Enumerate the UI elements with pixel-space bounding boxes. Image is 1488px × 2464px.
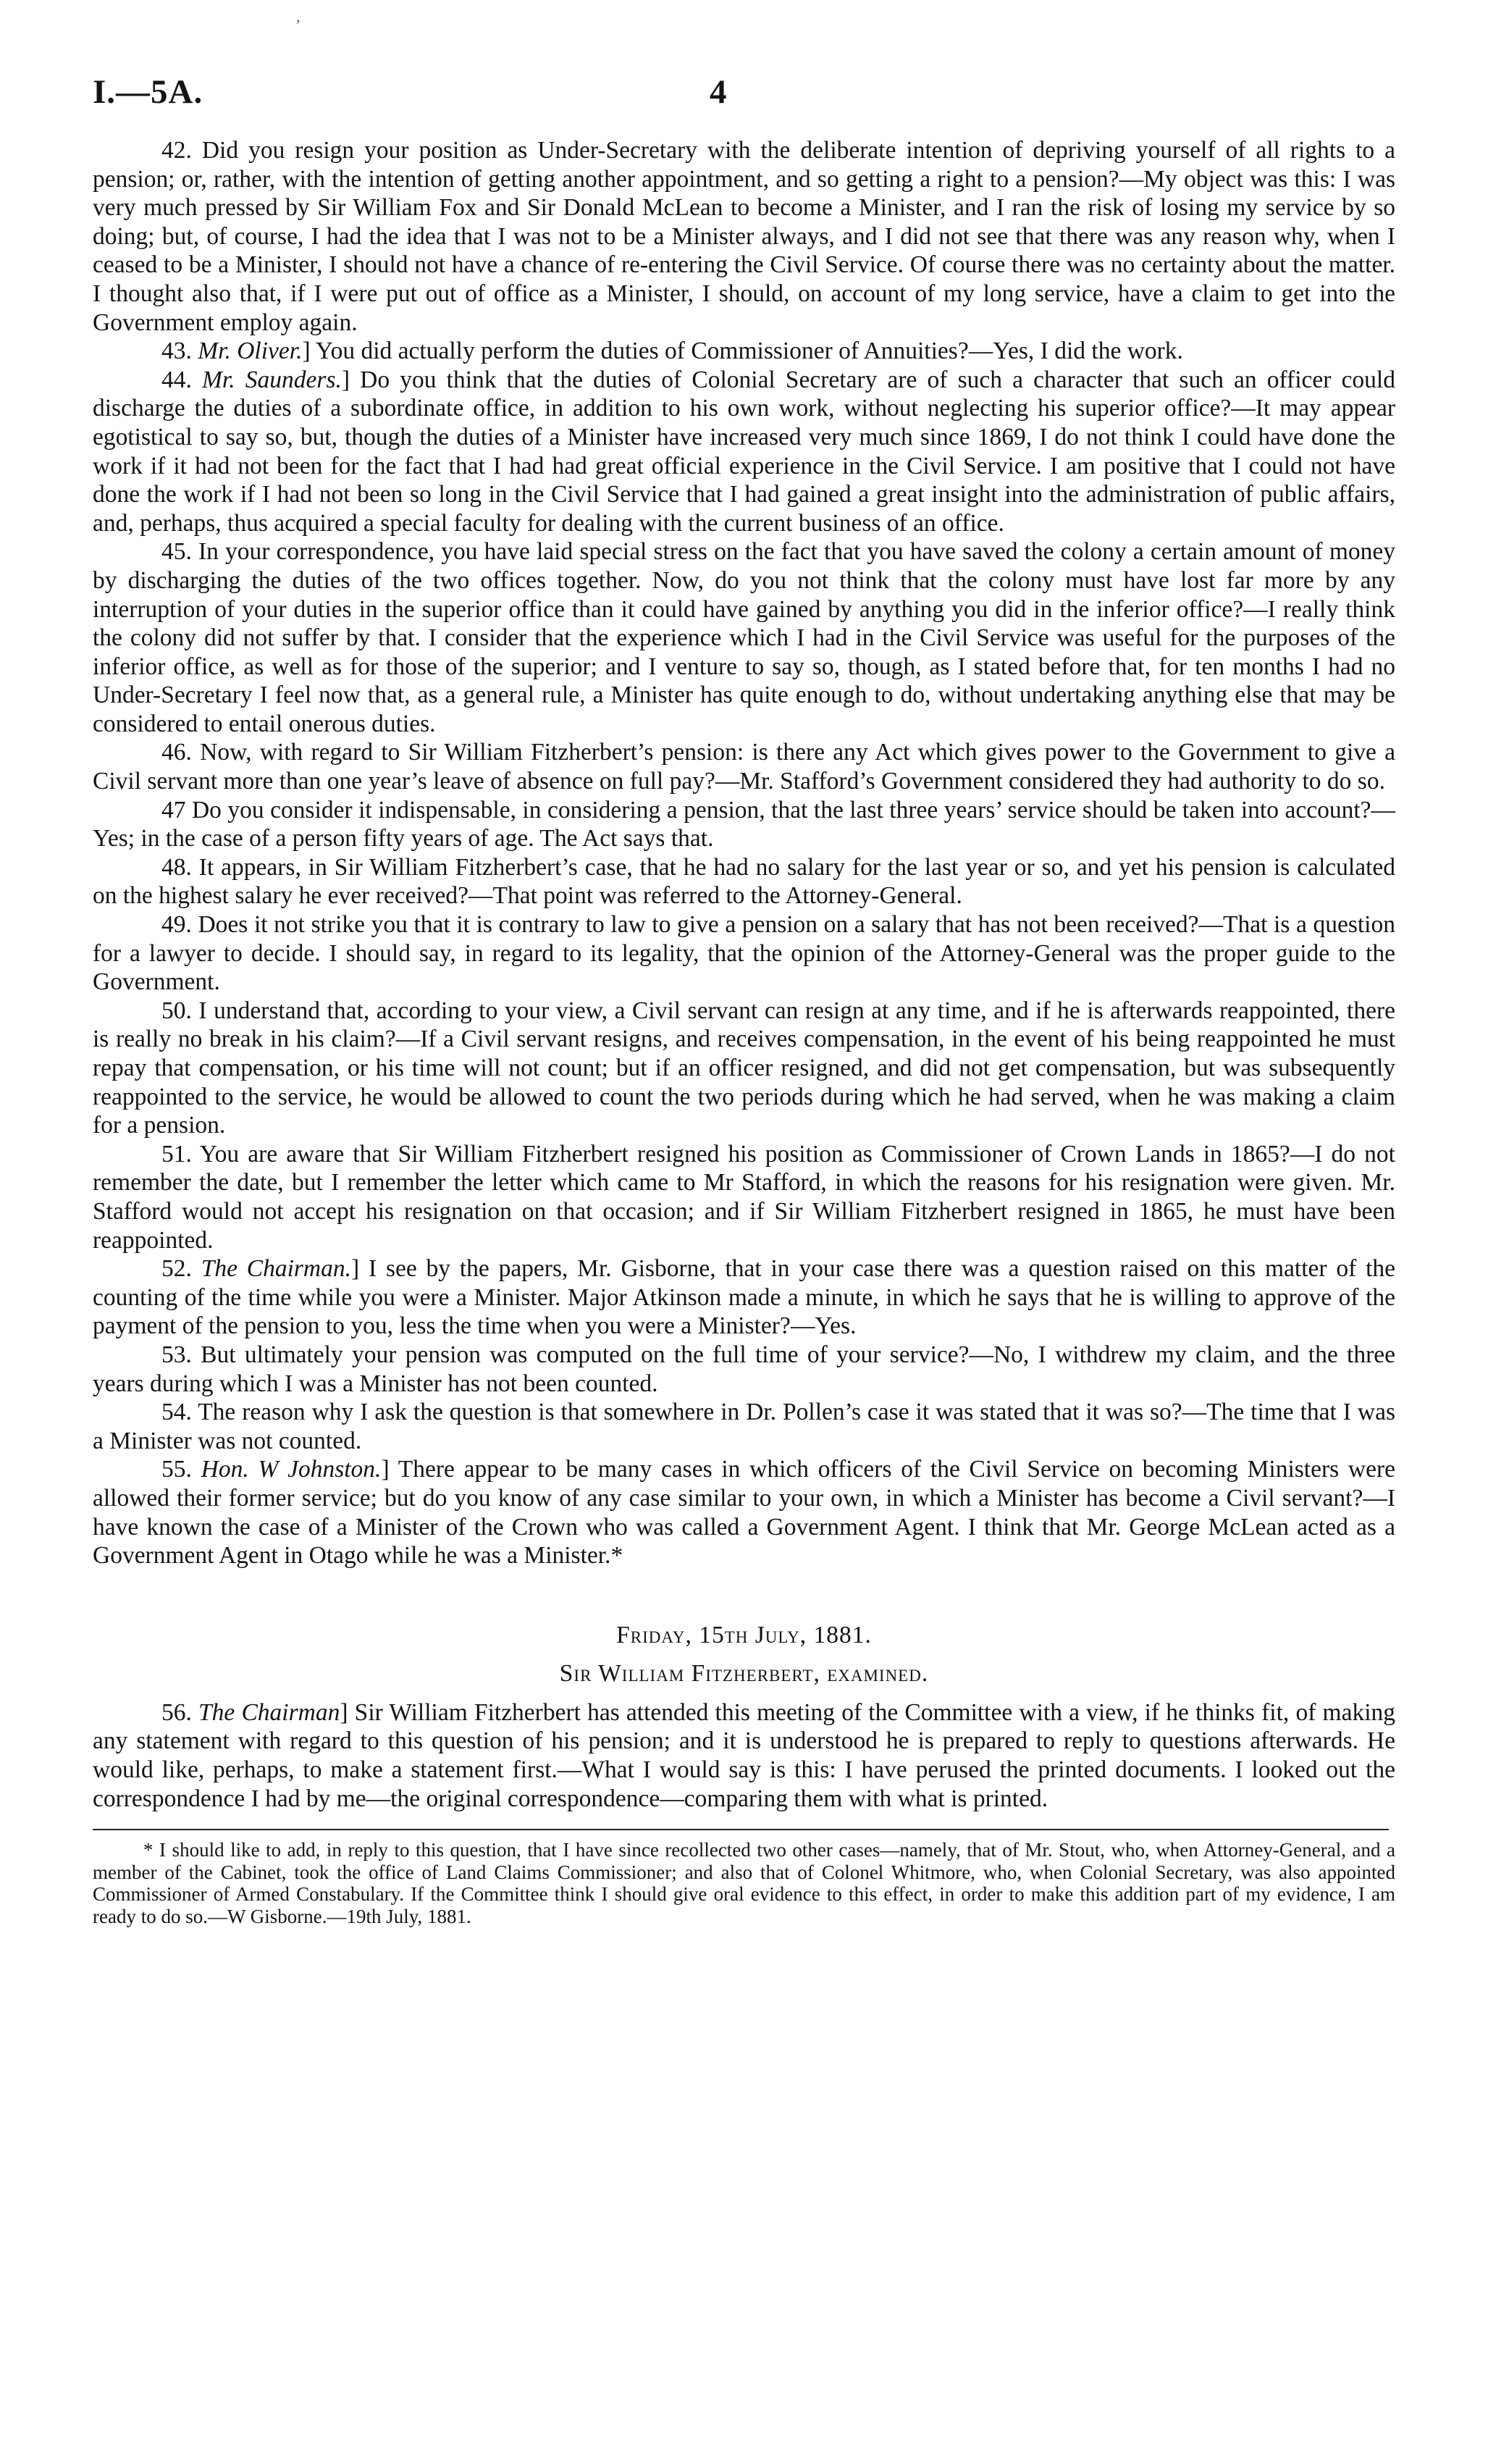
question-42: 42. Did you resign your position as Under-Secretary with the deliberate intention of depriving yourself of all rights to a pension; or, rather, with the intention of getting another appointment, and so getting a right to a pension?—My object was this: I was very much pressed by Sir William Fox and Sir Donald McLean to become a Minister, and I ran the risk of losing my service by so doing; but, of course, I had the idea that I was not to be a Minister always, and I did not see that there was any reason why, when I ceased to be a Minister, I should not have a chance of re-entering the Civil Service. Of course there was no certainty about the matter. I thought also that, if I were put out of office as a Minister, I should, on account of my long service, have a claim to get into the Government employ again. <box>93 137 1395 336</box>
question-44 <box>93 366 1395 538</box>
speaker-name: Hon. W Johnston. <box>201 1456 382 1483</box>
stray-mark: ’ <box>295 16 301 34</box>
page-header <box>93 58 1395 123</box>
question-50: 50. I understand that, according to your view, a Civil servant can resign at any time, and if he is afterwards reappointed, there is really no break in his claim?—If a Civil servant resigns, and receives compensation, in the event of his being reappointed he must repay that compensation, or his time will not count; but if an officer resigned, and did not get compensation, but was subsequently reappointed to the service, he would be allowed to count the two periods during which he had served, when he was making a claim for a pension. <box>93 997 1395 1139</box>
document-reference: I.—5A. <box>93 73 203 111</box>
question-number: 52. <box>161 1255 192 1283</box>
question-56 <box>93 1698 1395 1813</box>
question-text: ] I see by the papers, Mr. Gisborne, that in your case there was a question raised on this matter of the counting of the time while you were a Minister. Major Atkinson made a minute, in which he says that he is willing to approve of the payment of the pension to you, less the time when you were a Minister?—Yes. <box>93 1255 1396 1340</box>
speaker-name: Mr. Oliver. <box>198 338 303 365</box>
footnote-separator <box>93 1820 1395 1839</box>
speaker-name: The Chairman <box>198 1698 340 1726</box>
question-49: 49. Does it not strike you that it is contrary to law to give a pension on a salary that has not been received?—That is a question for a lawyer to decide. I should say, in regard to its legality, that the opinion of the Attorney-General was the proper guide to the Government. <box>93 911 1395 996</box>
speaker-name: Mr. Saunders. <box>202 366 342 393</box>
evidence-body <box>93 136 1395 1928</box>
question-47: 47 Do you consider it indispensable, in considering a pension, that the last three years’ service should be taken into account?—Yes; in the case of a person fifty years of age. The Act says that. <box>93 796 1395 852</box>
page-number: 4 <box>710 73 727 111</box>
question-46: 46. Now, with regard to Sir William Fitzherbert’s pension: is there any Act which gives power to the Government to give a Civil servant more than one year’s leave of absence on full pay?—Mr. Stafford’s Government considered they had authority to do so. <box>93 739 1395 795</box>
question-text: ] Sir William Fitzherbert has attended this meeting of the Committee with a view, if he thinks fit, of making any statement with regard to this question of his pension; and it is understood he is prepared to reply to questions afterwards. He would like, perhaps, to make a statement first.—What I would say is this: I have perused the printed documents. I looked out the correspondence I had by me—the original correspondence—comparing them with what is printed. <box>93 1698 1396 1812</box>
question-number: 44. <box>161 366 192 393</box>
question-text: ] You did actually perform the duties of Commissioner of Annuities?—Yes, I did the work. <box>302 338 1183 365</box>
speaker-name: The Chairman. <box>201 1255 352 1283</box>
witness-heading: Sir William Fitzherbert, examined. <box>559 1660 929 1688</box>
question-text: ] Do you think that the duties of Colonial Secretary are of such a character that such an officer could discharge the duties of a subordinate office, in addition to his own work, without neglecting his superior office?—It may appear egotistical to say so, but, though the duties of a Minister have increased very much since 1869, I do not think I could have done the work if it had not been for the fact that I had had great official experience in the Civil Service. I am positive that I could not have done the work if I had not been so long in the Civil Service that I had gained a great insight into the administration of public affairs, and, perhaps, thus acquired a special faculty for dealing with the current business of an office. <box>93 366 1395 537</box>
question-43 <box>93 337 1395 366</box>
question-55 <box>93 1455 1395 1570</box>
question-text: ] There appear to be many cases in which officers of the Civil Service on becoming Ministers were allowed their former service; but do you know of any case similar to your own, in which a Minister has become a Civil servant?—I have known the case of a Minister of the Crown who was called a Government Agent. I think that Mr. George McLean acted as a Government Agent in Otago while he was a Minister.* <box>93 1456 1396 1570</box>
question-number: 43. <box>161 338 192 365</box>
question-48: 48. It appears, in Sir William Fitzherbert’s case, that he had no salary for the last year or so, and yet his pension is calculated on the highest salary he ever received?—That point was referred to the Attorney-General. <box>93 853 1395 910</box>
question-45: 45. In your correspondence, you have laid special stress on the fact that you have saved the colony a certain amount of money by discharging the duties of the two offices together. Now, do you not think that the colony must have lost far more by any interruption of your duties in the superior office than it could have gained by anything you did in the inferior office?—I really think the colony did not suffer by that. I consider that the experience which I had in the Civil Service was useful for the purposes of the inferior office, as well as for those of the superior; and I venture to say so, though, as I stated before that, for ten months I had no Under-Secretary I feel now that, as a general rule, a Minister has quite enough to do, without undertaking anything else that may be considered to entail onerous duties. <box>93 538 1395 737</box>
question-51: 51. You are aware that Sir William Fitzherbert resigned his position as Commissioner of Crown Lands in 1865?—I do not remember the date, but I remember the letter which came to Mr Stafford, in which the reasons for his resignation were given. Mr. Stafford would not accept his resignation on that occasion; and if Sir William Fitzherbert resigned in 1865, he must have been reappointed. <box>93 1140 1395 1254</box>
footnote: * I should like to add, in reply to this question, that I have since recollected two other cases—namely, that of Mr. Stout, who, when Attorney-General, and a member of the Cabinet, took the office of Land Claims Commissioner; and also that of Colonel Whitmore, who, when Colonial Secretary, was also appointed Commissioner of Armed Constabulary. If the Committee think I should give oral evidence to this effect, in order to make this addition part of my evidence, I am ready to do so.—W Gisborne.—19th July, 1881. <box>93 1839 1395 1928</box>
question-53: 53. But ultimately your pension was computed on the full time of your service?—No, I withdrew my claim, and the three years during which I was a Minister has not been counted. <box>93 1341 1395 1397</box>
question-52 <box>93 1254 1395 1341</box>
question-number: 55. <box>161 1456 192 1483</box>
question-number: 56. <box>161 1698 192 1726</box>
question-54: 54. The reason why I ask the question is that somewhere in Dr. Pollen’s case it was stated that it was so?—The time that I was a Minister was not counted. <box>93 1399 1395 1454</box>
footnote-rule <box>93 1829 1389 1830</box>
session-date-heading: Friday, 15th July, 1881. <box>616 1621 872 1648</box>
